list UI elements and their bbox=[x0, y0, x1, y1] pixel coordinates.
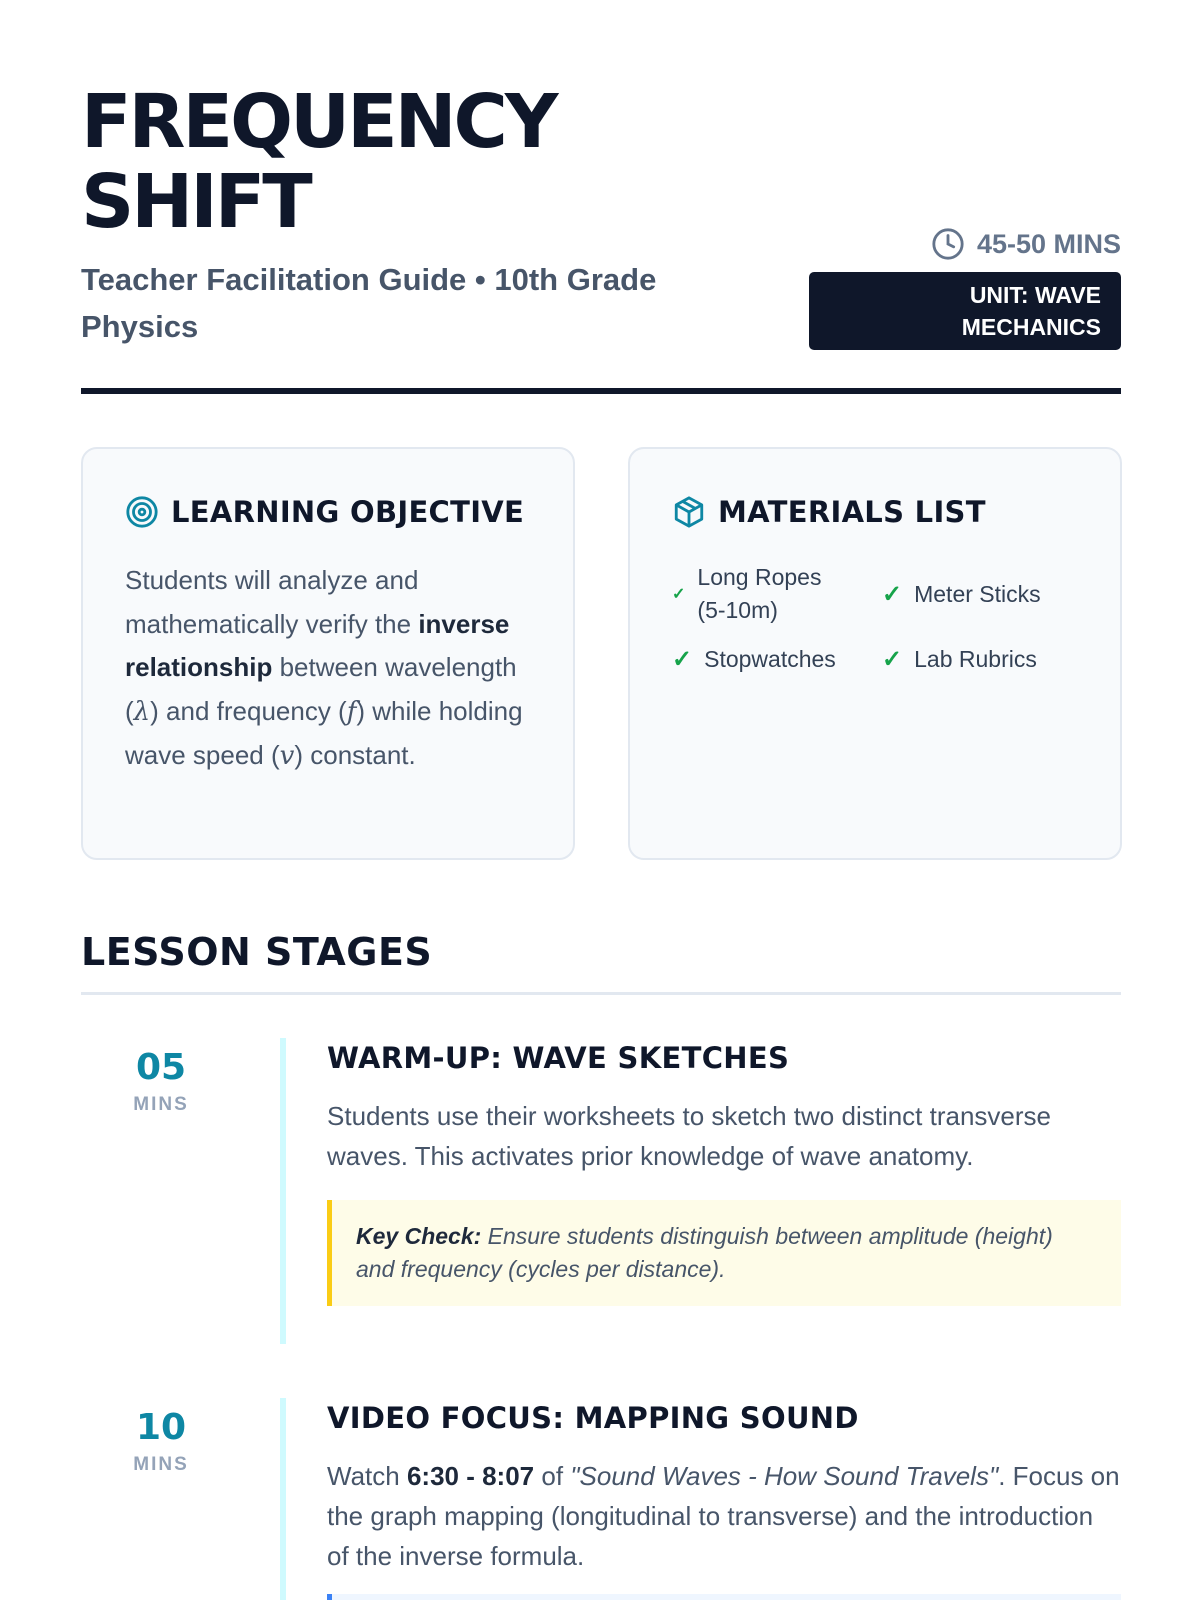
unit-badge: UNIT: WAVE MECHANICS bbox=[809, 272, 1121, 350]
stage-heading: VIDEO FOCUS: MAPPING SOUND bbox=[327, 1401, 859, 1435]
stage-description bbox=[327, 1456, 1121, 1576]
header-divider bbox=[81, 388, 1121, 394]
objective-emphasis: inverse relationship bbox=[125, 608, 510, 682]
page-header bbox=[81, 79, 1121, 392]
material-item bbox=[672, 643, 882, 676]
page-title bbox=[81, 79, 721, 245]
check-icon: ✓ bbox=[882, 646, 903, 673]
duration-label: 45-50 MINS bbox=[976, 228, 1121, 259]
learning-objective-card bbox=[81, 447, 575, 860]
page-title-line-2: SHIFT bbox=[81, 159, 310, 245]
lesson-stages-divider bbox=[81, 992, 1121, 995]
stage-minutes-unit: MINS bbox=[133, 1454, 189, 1475]
material-label: Long Ropes (5-10m) bbox=[697, 564, 822, 623]
materials-list-header bbox=[672, 495, 986, 529]
stage-minutes: 05 bbox=[135, 1047, 187, 1088]
learning-objective-title: LEARNING OBJECTIVE bbox=[171, 495, 525, 529]
lambda-symbol: λ bbox=[133, 696, 151, 727]
material-label: Lab Rubrics bbox=[914, 646, 1037, 672]
material-item bbox=[672, 561, 882, 627]
duration-row bbox=[809, 222, 1121, 266]
stage-body bbox=[327, 1398, 1121, 1576]
check-icon: ✓ bbox=[672, 646, 693, 673]
stage-text-part: of bbox=[534, 1461, 571, 1491]
materials-list-title: MATERIALS LIST bbox=[718, 495, 986, 529]
stage-timeline-bar bbox=[280, 1398, 286, 1600]
material-label: Meter Sticks bbox=[914, 580, 1041, 607]
callout-label: Key Check: bbox=[356, 1223, 482, 1249]
material-label: Stopwatches bbox=[704, 646, 836, 672]
check-icon: ✓ bbox=[882, 580, 903, 608]
key-check-callout bbox=[327, 1200, 1121, 1306]
stage-heading: WARM-UP: WAVE SKETCHES bbox=[327, 1041, 790, 1075]
page-title-line-1: FREQUENCY bbox=[81, 79, 556, 165]
stage-description: Students use their worksheets to sketch two distinct transverse waves. This activates prior knowledge of wave anatomy. bbox=[327, 1101, 1052, 1171]
materials-grid bbox=[672, 561, 1092, 676]
lesson-stage bbox=[81, 1038, 1121, 1348]
objective-text-part: ) constant. bbox=[294, 740, 416, 770]
stage-text-part: . Focus on the graph mapping (longitudinal to transverse) and the introduction of the inverse formula. bbox=[327, 1461, 1120, 1571]
learning-objective-text bbox=[125, 559, 545, 779]
lesson-stage bbox=[81, 1398, 1121, 1600]
check-icon: ✓ bbox=[672, 585, 686, 603]
objective-text-part: between wavelength ( bbox=[125, 652, 517, 726]
material-item bbox=[882, 561, 1092, 627]
materials-list-card bbox=[628, 447, 1122, 860]
lesson-meta bbox=[809, 222, 1121, 350]
objective-text-part: Students will analyze and mathematically verify the bbox=[125, 565, 419, 639]
video-timestamp: 6:30 - 8:07 bbox=[406, 1461, 535, 1491]
clock-icon bbox=[931, 227, 965, 261]
stage-duration bbox=[81, 1048, 241, 1116]
callout-text: Ensure students distinguish between amplitude (height) and frequency (cycles per distance). bbox=[356, 1223, 1053, 1282]
frequency-symbol: f bbox=[346, 696, 357, 727]
stage-duration bbox=[81, 1408, 241, 1476]
stage-timeline-bar bbox=[280, 1038, 286, 1344]
velocity-symbol: v bbox=[279, 741, 295, 771]
stage-text-part: Watch bbox=[327, 1461, 407, 1491]
objective-text-part: ) while holding wave speed ( bbox=[125, 695, 523, 770]
objective-text-part: ) and frequency ( bbox=[150, 695, 347, 726]
lesson-stages-title: LESSON STAGES bbox=[81, 930, 433, 974]
video-callout bbox=[327, 1594, 1121, 1600]
page-subtitle: Teacher Facilitation Guide • 10th Grade Physics bbox=[81, 262, 657, 344]
stage-minutes-unit: MINS bbox=[133, 1094, 189, 1115]
target-icon bbox=[125, 495, 159, 529]
stage-minutes: 10 bbox=[135, 1407, 187, 1448]
material-item bbox=[882, 643, 1092, 676]
stage-body bbox=[327, 1038, 1121, 1306]
box-icon bbox=[672, 495, 706, 529]
learning-objective-header bbox=[125, 495, 524, 529]
video-title: "Sound Waves - How Sound Travels" bbox=[570, 1461, 999, 1491]
